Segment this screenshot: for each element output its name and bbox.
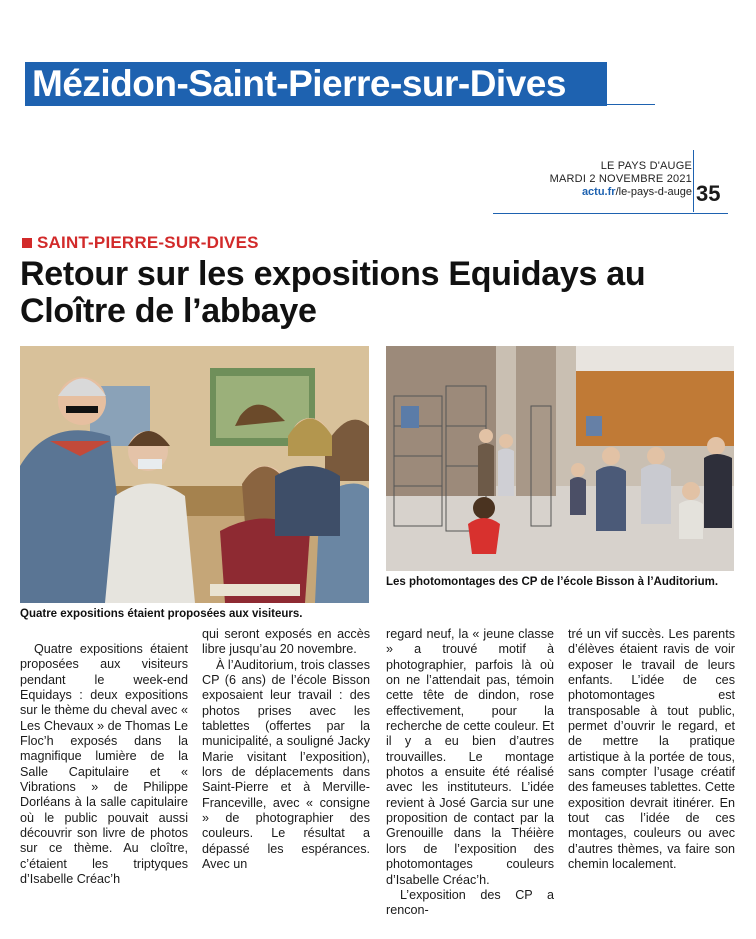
masthead-site	[550, 186, 692, 199]
page-number: 35	[696, 181, 721, 206]
article-column-4	[568, 627, 735, 873]
masthead-date: MARDI 2 NOVEMBRE 2021	[549, 173, 692, 185]
photo-exhibition-image	[20, 346, 369, 603]
article-paragraph: tré un vif succès. Les parents d’élèves étaient ravis de voir exposer le travail de leurs enfants. L’idée de ces photomontages est transposable à tout public, permet d’ouvrir le regard, et de mettre la pratique artistique à la portée de tous, sans compter l’usage créatif des fameuses tablettes. Cette exposition devrait itinérer. En tout cas l’idée de ces montages, couleurs ou avec d’autres thèmes, va faire son chemin localement.	[568, 627, 735, 872]
masthead-paper: LE PAYS D'AUGE	[600, 160, 692, 172]
section-banner-rule	[607, 104, 655, 105]
article-photo-auditorium	[386, 346, 734, 571]
article-paragraph: Quatre expositions étaient proposées aux visiteurs pendant le week-end Equidays : deux expositions sur le thème du cheval avec « Les Chevaux » de Thomas Le Floc’h exposés dans la magnifique lumière de la Salle Capitulaire et « Vibrations » de Philippe Dorléans à la salle capitulaire où le public pouvait aussi découvrir son livre de photos sur ce thème. Au cloître, c’étaient les triptyques d’Isabelle Créac’h	[20, 642, 188, 887]
article-kicker: SAINT-PIERRE-SUR-DIVES	[37, 233, 259, 252]
article-photo-exhibition	[20, 346, 369, 603]
section-town-name: Mézidon-Saint-Pierre-sur-Dives	[32, 63, 566, 104]
article-paragraph: L’exposition des CP a rencon-	[386, 887, 554, 918]
kicker-square-icon	[22, 238, 32, 248]
article-column-1	[20, 642, 188, 888]
article-column-3	[386, 627, 554, 919]
masthead-site-domain: actu.fr	[581, 186, 616, 198]
article-headline: Retour sur les expositions Equidays au Cloître de l’abbaye	[20, 255, 646, 330]
photo-auditorium-image	[386, 346, 734, 571]
article-paragraph: À l’Auditorium, trois classes CP (6 ans) de l’école Bisson exposaient leur travail : des photos prises avec les tablettes (offertes par la municipalité, a souligné Jacky Marie visitant l’exposition), lors de déplacements dans Saint-Pierre et à Merville-Franceville, avec « consigne » de photographier des couleurs. Le résultat a dépassé les espérances. Avec un	[202, 657, 370, 872]
article-column-2	[202, 627, 370, 873]
masthead-site-path: /le-pays-d-auge	[615, 186, 692, 198]
article-paragraph: regard neuf, la « jeune classe » a trouvé motif à photographier, parfois là où on ne l’attendait pas, témoin cette tête de dindon, rose effectivement, pour la recherche de cette couleur. Et il y a eu bien d’autres trouvailles. Le montage photos a ensuite été réalisé avec les instituteurs. L’idée revient à José Garcia sur une proposition de contact par la Grenouille dans la Théière lors de l’exposition des photomontages couleurs d’Isabelle Créac’h.	[386, 627, 554, 887]
photo-exhibition-caption: Quatre expositions étaient proposées aux visiteurs.	[20, 608, 303, 620]
masthead-rule	[493, 213, 728, 214]
article-paragraph: qui seront exposés en accès libre jusqu’au 20 novembre.	[202, 627, 370, 657]
masthead-vertical-rule	[693, 150, 694, 212]
masthead	[550, 160, 692, 199]
photo-auditorium-caption: Les photomontages des CP de l’école Bisson à l’Auditorium.	[386, 576, 719, 588]
